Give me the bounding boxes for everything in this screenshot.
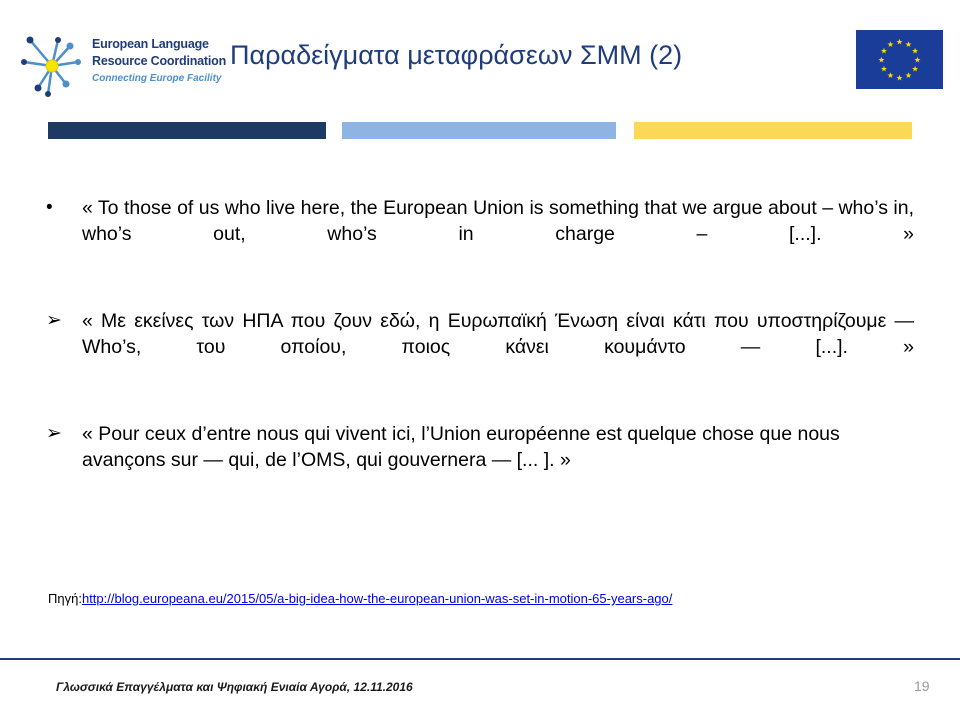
eu-flag-icon [856,30,943,89]
bullet-list [46,195,914,508]
accent-stripe-light-blue [342,122,616,139]
arrow-bullet-icon: ➢ [46,423,62,444]
bullet-text: « Με εκείνες των ΗΠΑ που ζουν εδώ, η Ευρωπαϊκή Ένωση είναι κάτι που υποστηρίζουμε — Who’s, του οποίου, ποιος κάνει κουμάντο — [...]. » [82,310,914,358]
accent-stripe-dark-blue [48,122,326,139]
eu-star-icon: ★ [886,39,895,49]
eu-star-icon: ★ [904,71,913,81]
eu-star-icon: ★ [911,46,919,56]
logo-line-2: Resource Coordination [92,54,227,68]
source-line [48,591,672,606]
source-link[interactable]: http://blog.europeana.eu/2015/05/a-big-idea-how-the-european-union-was-set-in-motion-65-years-ago/ [81,591,673,606]
footer-divider [0,658,960,660]
logo-tagline: Connecting Europe Facility [92,73,222,84]
bullet-dot-icon: • [46,197,53,218]
eu-star-icon: ★ [886,71,895,81]
eu-star-icon: ★ [895,73,904,83]
arrow-bullet-icon: ➢ [46,310,62,331]
page-number: 19 [914,678,930,694]
eu-star-icon: ★ [895,37,904,47]
eu-star-icon: ★ [880,46,888,56]
logo-line-1: European Language [92,37,209,51]
bullet-text: « To those of us who live here, the European Union is something that we argue about – who’s in, who’s out, who’s in charge – [...]. » [82,197,914,245]
network-nodes-icon [18,26,98,102]
eu-star-icon: ★ [911,64,919,74]
eu-star-icon: ★ [877,55,886,65]
eu-star-icon: ★ [880,64,888,74]
eu-star-icon: ★ [913,55,922,65]
bullet-text: « Pour ceux d’entre nous qui vivent ici, l’Union européenne est quelque chose que nous avançons sur — qui, de l’OMS, qui gouvernera — [... ]. » [82,423,840,471]
slide-title: Παραδείγματα μεταφράσεων ΣΜΜ (2) [230,40,683,70]
footer-caption: Γλωσσικά Επαγγέλματα και Ψηφιακή Ενιαία Αγορά, 12.11.2016 [56,680,413,694]
source-label: Πηγή: [48,591,82,606]
bullet-item-french [46,421,914,473]
elrc-logo [18,26,227,102]
eu-star-icon: ★ [904,39,913,49]
bullet-item-greek [46,308,914,386]
accent-stripe-yellow [634,122,912,139]
bullet-item-english [46,195,914,273]
